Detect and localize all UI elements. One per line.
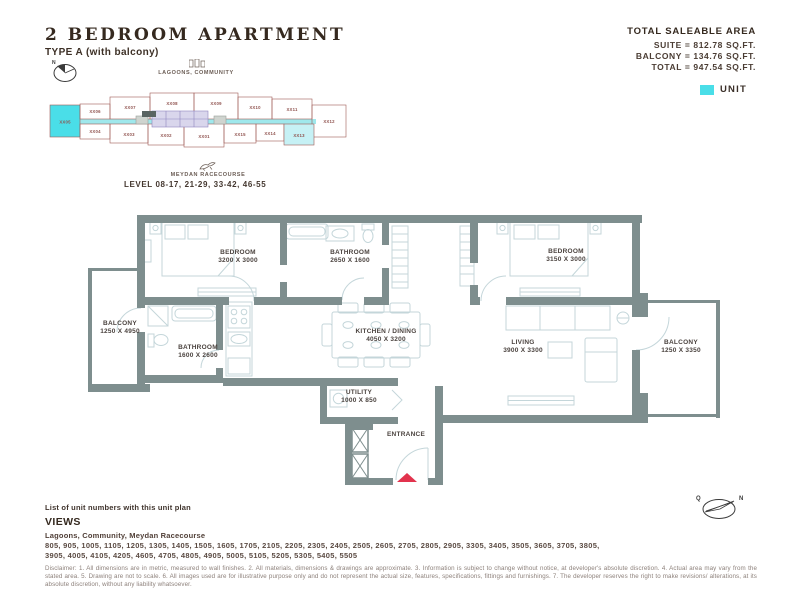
area-suite: SUITE = 812.78 SQ.FT. — [653, 40, 756, 50]
level-text: LEVEL 08-17, 21-29, 33-42, 46-55 — [124, 180, 267, 189]
unit-legend-label: UNIT — [720, 84, 747, 95]
key-plan-unit-label: XX14 — [264, 131, 276, 136]
key-plan-unit-label: XX08 — [166, 101, 178, 106]
page-subtitle: TYPE A (with balcony) — [45, 47, 159, 58]
key-plan-unit-label: XX13 — [293, 133, 305, 138]
room-label-kitchen-dining: KITCHEN / DINING 4050 X 3200 — [355, 328, 417, 343]
room-label-bathroom-2: BATHROOM 1600 X 2600 — [178, 344, 218, 359]
key-plan-unit-label: XX03 — [123, 132, 135, 137]
north-arrow-icon — [50, 58, 78, 84]
area-total: TOTAL = 947.54 SQ.FT. — [651, 62, 756, 72]
views-line: Lagoons, Community, Meydan Racecourse — [45, 531, 206, 540]
key-plan-unit-label: XX10 — [249, 105, 261, 110]
room-label-entrance: ENTRANCE — [386, 431, 426, 438]
community-icon — [189, 59, 205, 68]
key-plan-unit-label: XX15 — [234, 132, 246, 137]
entrance-arrow-icon — [397, 473, 417, 482]
compass-icon — [692, 492, 748, 524]
key-plan-unit-label: XX09 — [210, 101, 222, 106]
unit-list-caption: List of unit numbers with this unit plan — [45, 503, 191, 512]
key-plan-unit-label: XX12 — [323, 119, 335, 124]
disclaimer-text: Disclaimer: 1. All dimensions are in metric, measured to wall finishes. 2. All materials, dimensions & drawings are approximate. 3. Information is subject to change without notice, at developer's absolute discretion. 4. Actual area may vary from the stated area. 5. Drawing are not to scale. 6. All images used are for illustrative purpose only and do not represent the actual size, features, specifications, fittings and furnishings. 7. The developer reserves the right to make revisions/ alterations, at its absolute discretion, without any liability whatsoever. — [45, 565, 757, 588]
key-plan-unit-label: XX11 — [286, 107, 298, 112]
area-heading: TOTAL SALEABLE AREA — [627, 26, 756, 37]
horse-icon — [198, 161, 218, 171]
unit-numbers-list: 805, 905, 1005, 1105, 1205, 1305, 1405, 1505, 1605, 1705, 2105, 2205, 2305, 2405, 2505, 2605, 2705, 2805, 2905, 3305, 3405, 3505, 3605, 3705, 3805, 3905, 4005, 4105, 4205, 4605, 4705, 4805, 4905, 5005, 5105, 5205, 5305, 5405, 5505 — [45, 541, 600, 560]
unit-legend-swatch — [700, 85, 714, 95]
svg-text:Q: Q — [696, 496, 701, 502]
key-plan-unit-label: XX04 — [89, 129, 101, 134]
key-plan-bottom-label: MEYDAN RACECOURSE — [170, 172, 246, 178]
room-label-bathroom-1: BATHROOM 2650 X 1600 — [330, 249, 370, 264]
room-label-balcony-left: BALCONY 1250 X 4950 — [100, 320, 140, 335]
key-plan-top-label: LAGOONS, COMMUNITY — [158, 70, 234, 76]
area-balcony: BALCONY = 134.76 SQ.FT. — [635, 51, 756, 61]
key-plan — [48, 84, 348, 162]
shaft-hatch — [352, 428, 368, 478]
svg-text:N: N — [739, 496, 744, 502]
key-plan-unit-label: XX06 — [89, 109, 101, 114]
room-label-living: LIVING 3900 X 3300 — [503, 339, 543, 354]
views-heading: VIEWS — [45, 516, 81, 528]
key-plan-unit-label: XX07 — [124, 105, 136, 110]
key-plan-unit-label: XX01 — [198, 134, 210, 139]
area-summary — [627, 26, 756, 73]
page-title: 2 BEDROOM APARTMENT — [45, 25, 346, 45]
room-label-utility: UTILITY 1000 X 850 — [341, 389, 377, 404]
svg-text:N: N — [52, 60, 56, 66]
key-plan-unit-label: XX05 — [59, 119, 71, 125]
key-plan-unit-label: XX02 — [160, 133, 172, 138]
room-label-bedroom-1: BEDROOM 3200 X 3000 — [218, 249, 258, 264]
room-label-bedroom-2: BEDROOM 3150 X 3000 — [546, 248, 586, 263]
room-label-balcony-right: BALCONY 1250 X 3350 — [661, 339, 701, 354]
